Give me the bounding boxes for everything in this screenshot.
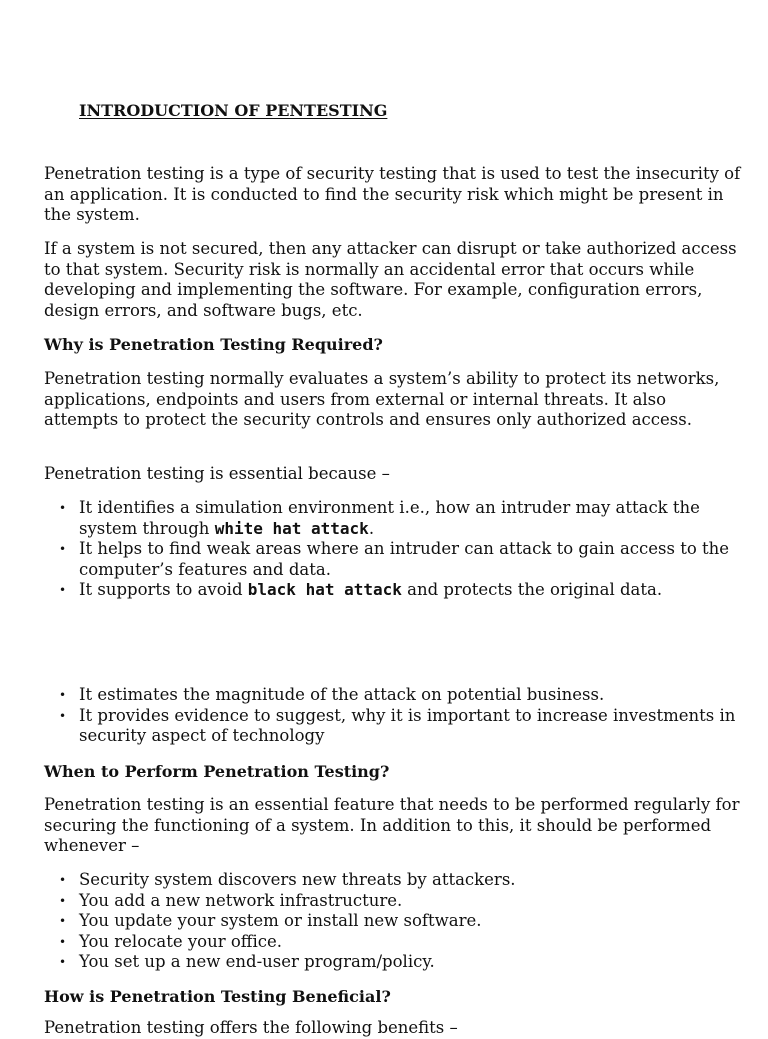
bullet-icon: •: [59, 893, 67, 908]
list-item: • It supports to avoid black hat attack and protects the original data.: [59, 580, 663, 599]
list-item: • You add a new network infrastructure.: [59, 890, 403, 910]
bullet-icon: •: [59, 934, 67, 949]
bullet-icon: •: [59, 873, 67, 887]
why-paragraph-2: Penetration testing is essential because –: [44, 464, 390, 483]
bullet-icon: •: [59, 914, 67, 928]
list-item: • It helps to find weak areas where an intruder can attack to gain access to the computer’s features and data.: [59, 539, 730, 579]
when-bullet-list: [44, 870, 744, 973]
list-item: • You relocate your office.: [59, 931, 283, 951]
list-item: • It provides evidence to suggest, why it is important to increase investments in security aspect of technology: [59, 705, 736, 745]
list-item: • It identifies a simulation environment i.e., how an intruder may attack the system through white hat attack.: [59, 498, 700, 538]
bullet-icon: •: [59, 542, 67, 556]
list-item: • You update your system or install new software.: [59, 911, 482, 930]
bullet-icon: •: [59, 955, 67, 969]
page-title: INTRODUCTION OF PENTESTING: [79, 101, 388, 120]
bullet-icon: •: [59, 501, 67, 515]
bullet-icon: •: [59, 688, 67, 702]
bullet-icon: •: [59, 708, 67, 723]
bullet-icon: •: [59, 583, 67, 597]
list-item: • Security system discovers new threats by attackers.: [59, 870, 516, 889]
benefit-heading: How is Penetration Testing Beneficial?: [44, 987, 391, 1006]
why-paragraph-1: Penetration testing normally evaluates a system’s ability to protect its networks, applications, endpoints and users from external or internal threats. It also attempts to protect the security controls and ensures only authorized access.: [44, 369, 720, 429]
intro-paragraph-1: Penetration testing is a type of security testing that is used to test the insecurity of an application. It is conducted to find the security risk which might be present in the system.: [44, 164, 741, 224]
black-hat-attack-term: black hat attack: [247, 580, 402, 599]
benefit-paragraph-1: Penetration testing offers the following benefits –: [44, 1018, 458, 1037]
when-heading: When to Perform Penetration Testing?: [44, 762, 390, 781]
list-item: • It estimates the magnitude of the attack on potential business.: [59, 685, 605, 704]
why-heading: Why is Penetration Testing Required?: [44, 335, 383, 354]
white-hat-attack-term: white hat attack: [214, 518, 369, 538]
intro-paragraph-2: If a system is not secured, then any attacker can disrupt or take authorized access to that system. Security risk is normally an accidental error that occurs while developing and implementing the software. For example, configuration errors, design errors, and software bugs, etc.: [44, 239, 737, 320]
why-bullet-list-1: [44, 498, 744, 601]
list-item: • You set up a new end-user program/policy.: [59, 952, 435, 971]
when-paragraph-1: Penetration testing is an essential feature that needs to be performed regularly for securing the functioning of a system. In addition to this, it should be performed whenever –: [44, 795, 740, 855]
why-bullet-list-2: [44, 685, 744, 747]
